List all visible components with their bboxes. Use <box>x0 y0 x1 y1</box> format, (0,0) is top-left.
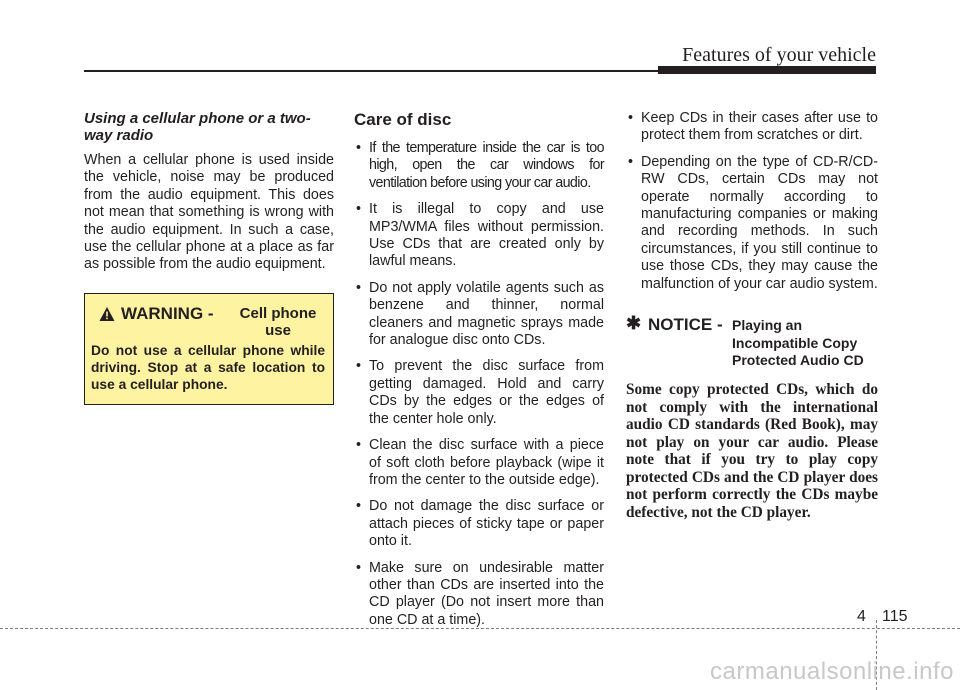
chapter-number: 4 <box>857 608 866 625</box>
watermark: carmanualsonline.info <box>710 658 954 685</box>
page-header-title: Features of your vehicle <box>682 44 876 66</box>
list-item: • Depending on the type of CD-R/CD-RW CDs, certain CDs may not operate normally according to manufacturing companies or making and recording methods. In such circumstances, if you still continue to use those CDs, they may cause the malfunction of your car audio system. <box>628 153 878 292</box>
page-number: 115 <box>882 608 908 625</box>
bullet-icon: • <box>628 110 634 126</box>
cellular-phone-body: When a cellular phone is used inside the vehicle, noise may be produced from the audio equipment. This does not mean that something is wrong with the audio equipment. In such a case, use the cellular phone at a place as far as possible from the audio equipment. <box>84 152 334 273</box>
header-bar <box>658 66 876 74</box>
list-item: • Do not damage the disc surface or attach pieces of sticky tape or paper onto it. <box>356 498 604 550</box>
cd-tips-list <box>626 110 878 293</box>
warning-body: Do not use a cellular phone while driving. Stop at a safe location to use a cellular phone. <box>91 343 325 392</box>
bullet-icon: • <box>356 437 362 454</box>
notice-body: Some copy protected CDs, which do not comply with the international audio CD standards (Red Book), may not play on your car audio. Please note that if you try to play copy protected CDs and the CD player does not perform correctly the CDs maybe defective, not the CD player. <box>626 381 878 521</box>
bullet-icon: • <box>356 201 362 218</box>
middle-column <box>354 110 604 638</box>
bullet-icon: • <box>628 153 634 170</box>
list-item: • Keep CDs in their cases after use to protect them from scratches or dirt. <box>628 110 878 144</box>
header-rule <box>84 70 658 72</box>
list-item: • If the temperature inside the car is too high, open the car windows for ventilation before using your car audio. <box>356 140 604 191</box>
warning-box <box>84 293 334 405</box>
list-item: • Make sure on undesirable matter other than CDs are inserted into the CD player (Do not insert more than one CD at a time). <box>356 559 604 628</box>
right-column <box>626 110 878 521</box>
list-item: • Clean the disc surface with a piece of soft cloth before playback (wipe it from the center to the outside edge). <box>356 437 604 488</box>
care-of-disc-list <box>354 140 604 629</box>
bullet-icon: • <box>356 279 362 296</box>
list-item: • Do not apply volatile agents such as benzene and thinner, normal cleaners and magnetic sprays made for analogue disc onto CDs. <box>356 279 604 349</box>
bullet-icon: • <box>356 140 361 156</box>
bullet-icon: • <box>356 358 362 375</box>
bullet-icon: • <box>356 559 362 576</box>
warning-triangle-icon <box>99 306 115 322</box>
list-item: • It is illegal to copy and use MP3/WMA files without permission. Use CDs that are created only by lawful means. <box>356 201 604 270</box>
bullet-icon: • <box>356 498 362 515</box>
notice-title: NOTICE - <box>648 315 723 335</box>
footer-divider <box>0 628 960 629</box>
cellular-phone-subhead: Using a cellular phone or a two-way radio <box>84 110 311 144</box>
notice-star-icon: ✱ <box>626 313 642 334</box>
notice-header <box>626 315 878 373</box>
notice-subtitle: Playing an Incompatible Copy Protected Audio CD <box>732 317 864 369</box>
warning-title: WARNING - <box>121 304 214 323</box>
left-column <box>84 110 334 274</box>
list-item: • To prevent the disc surface from getting damaged. Hold and carry CDs by the edges or the edges of the center hole only. <box>356 358 604 427</box>
warning-subtitle: Cell phone use <box>239 305 317 339</box>
care-of-disc-title: Care of disc <box>354 110 452 129</box>
